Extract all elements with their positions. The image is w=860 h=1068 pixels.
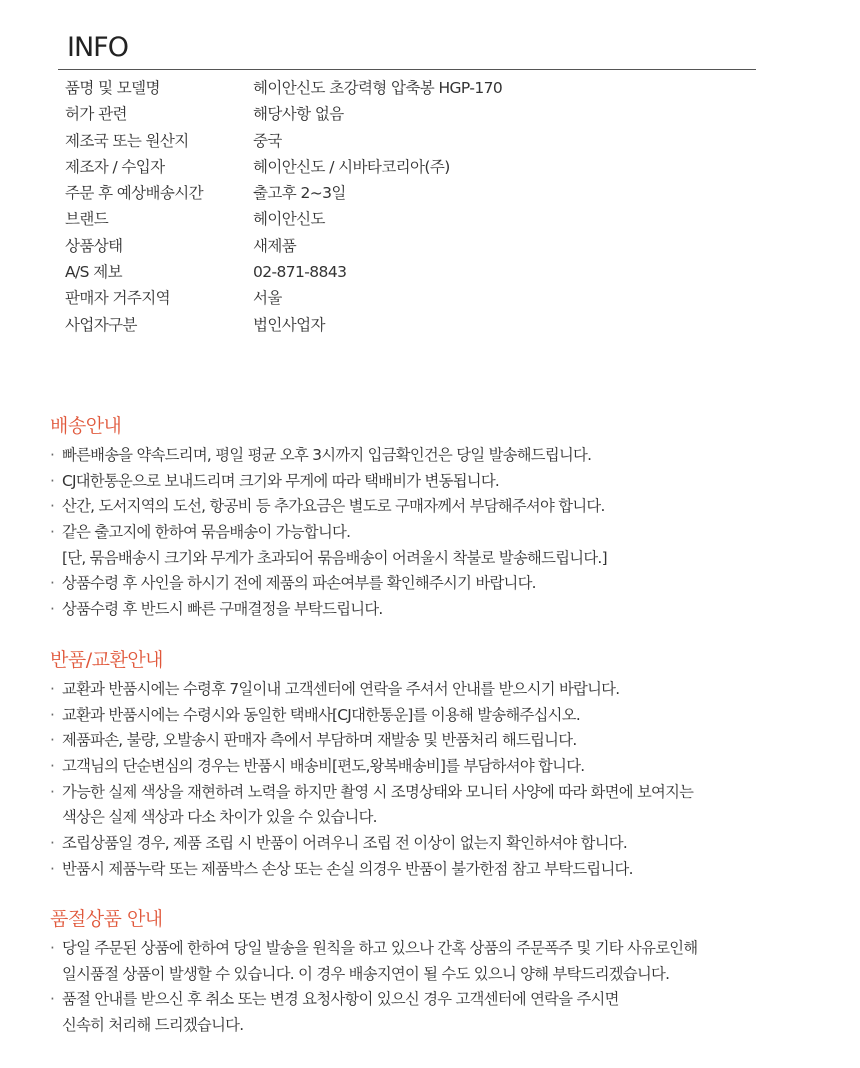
bullet-dot: · (50, 705, 55, 724)
list-item-text: 산간, 도서지역의 도선, 항공비 등 추가요금은 별도로 구매자께서 부담해주셔야 합니다. (62, 497, 605, 516)
list-item (50, 936, 840, 962)
info-label: 품명 및 모델명 (65, 79, 160, 97)
info-value: 헤이안신도 (253, 210, 325, 229)
info-value: 02-871-8843 (253, 263, 347, 282)
list-item-continuation (50, 546, 840, 572)
bullet-dot: · (50, 574, 55, 593)
info-label: 브랜드 (65, 210, 109, 229)
shipping-section (50, 411, 840, 623)
list-item-text: 가능한 실제 색상을 재현하려 노력을 하지만 촬영 시 조명상태와 모니터 사양에 따라 화면에 보여지는 (62, 782, 694, 801)
info-value: 헤이안신도 / 시바타코리아(주) (253, 157, 450, 176)
list-item (50, 754, 840, 780)
list-item-text: 조립상품일 경우, 제품 조립 시 반품이 어려우니 조립 전 이상이 없는지 확인하셔야 합니다. (62, 834, 628, 853)
bullet-dot: · (50, 600, 55, 619)
list-item-text: 빠른배송을 약속드리며, 평일 평균 오후 3시까지 입금확인건은 당일 발송해드립니다. (62, 446, 592, 464)
list-item-text: 같은 출고지에 한하여 묶음배송이 가능합니다. (62, 523, 351, 542)
list-item-continuation (50, 805, 840, 831)
list-item (50, 494, 840, 520)
list-item-text: 제품파손, 불량, 오발송시 판매자 측에서 부담하며 재발송 및 반품처리 해드립니다. (62, 731, 577, 750)
bullet-dot: · (50, 782, 55, 801)
info-label: 주문 후 예상배송시간 (65, 184, 204, 203)
list-item-continuation (50, 1013, 840, 1039)
returns-title: 반품/교환안내 (50, 649, 164, 671)
list-item-text: 반품시 제품누락 또는 제품박스 손상 또는 손실 의경우 반품이 불가한점 참고 부탁드립니다. (62, 859, 633, 878)
list-item-text: 품절 안내를 받으신 후 취소 또는 변경 요청사항이 있으신 경우 고객센터에 연락을 주시면 (62, 990, 619, 1009)
bullet-dot: · (50, 497, 55, 516)
bullet-dot: · (50, 523, 55, 542)
info-value: 새제품 (253, 236, 297, 255)
list-item-text: 교환과 반품시에는 수령시와 동일한 택배사[CJ대한통운]를 이용해 발송해주십시오. (62, 705, 581, 724)
bullet-dot: · (50, 680, 55, 698)
returns-section (50, 645, 840, 883)
bullet-dot: · (50, 731, 55, 750)
list-item-text: 고객님의 단순변심의 경우는 반품시 배송비[편도,왕복배송비]를 부담하셔야 합니다. (62, 757, 585, 776)
list-item-text: 상품수령 후 반드시 빠른 구매결정을 부탁드립니다. (62, 600, 383, 619)
list-item-text: 상품수령 후 사인을 하시기 전에 제품의 파손여부를 확인해주시기 바랍니다. (62, 574, 536, 593)
bullet-dot: · (50, 939, 55, 957)
info-value: 중국 (253, 131, 282, 150)
info-value: 해당사항 없음 (253, 105, 344, 124)
list-item-text: 당일 주문된 상품에 한하여 당일 발송을 원칙을 하고 있으나 간혹 상품의 주문폭주 및 기타 사유로인해 (62, 939, 698, 957)
bullet-dot: · (50, 859, 55, 878)
info-label: 상품상태 (65, 236, 123, 255)
list-item (50, 987, 840, 1013)
list-item (50, 469, 840, 495)
soldout-list (50, 936, 840, 1039)
list-item (50, 857, 840, 883)
bullet-dot: · (50, 757, 55, 776)
info-label: 사업자구분 (65, 315, 137, 334)
info-value: 출고후 2~3일 (253, 184, 346, 203)
bullet-dot: · (50, 446, 55, 464)
list-item-text: CJ대한통운으로 보내드리며 크기와 무게에 따라 택배비가 변동됩니다. (62, 471, 500, 490)
list-item (50, 780, 840, 806)
soldout-section (50, 904, 840, 1039)
soldout-title: 품절상품 안내 (50, 908, 163, 930)
list-item (50, 677, 840, 703)
list-item (50, 571, 840, 597)
info-value: 헤이안신도 초강력형 압축봉 HGP-170 (253, 79, 503, 97)
info-label: 제조자 / 수입자 (65, 157, 165, 176)
info-label: 허가 관련 (65, 105, 127, 124)
info-value: 서울 (253, 289, 282, 308)
list-item-text: 색상은 실제 색상과 다소 차이가 있을 수 있습니다. (62, 808, 377, 827)
returns-list (50, 677, 840, 883)
info-label: 제조국 또는 원산지 (65, 131, 189, 150)
list-item (50, 831, 840, 857)
list-item-text: 교환과 반품시에는 수령후 7일이내 고객센터에 연락을 주셔서 안내를 받으시기 바랍니다. (62, 680, 620, 698)
list-item (50, 520, 840, 546)
list-item (50, 703, 840, 729)
list-item-text: 신속히 처리해 드리겠습니다. (62, 1016, 244, 1035)
info-label: A/S 제보 (65, 263, 122, 282)
shipping-list (50, 443, 840, 623)
info-divider (58, 69, 756, 70)
list-item-continuation (50, 962, 840, 988)
list-item-text: [단, 묶음배송시 크기와 무게가 초과되어 묶음배송이 어려울시 착불로 발송해드립니다.] (62, 548, 607, 567)
info-title: INFO (67, 32, 128, 63)
list-item (50, 443, 840, 469)
shipping-title: 배송안내 (50, 415, 122, 437)
list-item (50, 728, 840, 754)
info-value: 법인사업자 (253, 315, 325, 334)
list-item (50, 597, 840, 623)
info-label: 판매자 거주지역 (65, 289, 170, 308)
bullet-dot: · (50, 471, 55, 490)
list-item-text: 일시품절 상품이 발생할 수 있습니다. 이 경우 배송지연이 될 수도 있으니 양해 부탁드리겠습니다. (62, 964, 670, 983)
bullet-dot: · (50, 990, 55, 1009)
bullet-dot: · (50, 834, 55, 853)
